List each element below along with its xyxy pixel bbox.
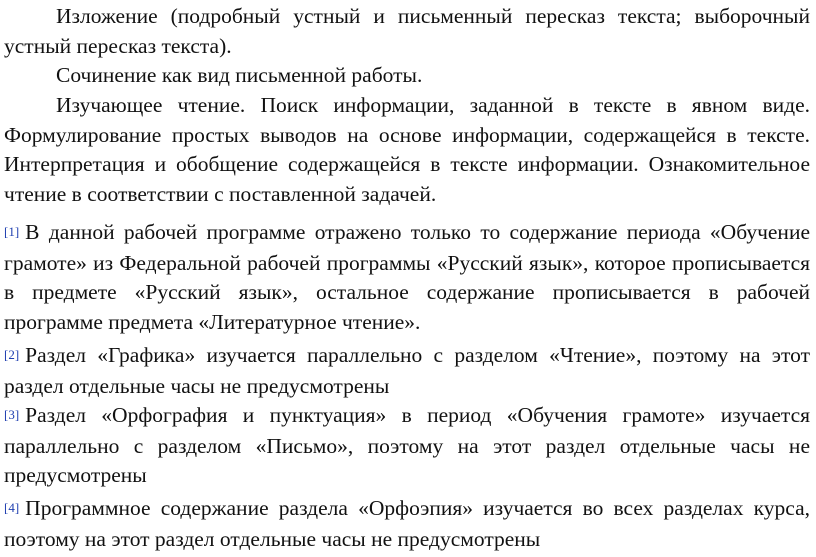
footnote-3 [4,401,810,491]
paragraph-study-reading: Изучающее чтение. Поиск информации, заданной в тексте в явном виде. Формулирование простых выводов на основе информации, содержащейся в тексте. Интерпретация и обобщение содержащейся в тексте информации. Ознакомительное чтение в соответствии с поставленной задачей. [4,93,810,206]
paragraph-composition: Сочинение как вид письменной работы. [56,63,423,87]
footnote-ref-1[interactable]: [1] [4,224,20,240]
footnote-text-2: Раздел «Графика» изучается параллельно с разделом «Чтение», поэтому на этот раздел отдельные часы не предусмотрены [4,343,810,398]
footnote-ref-2[interactable]: [2] [4,347,20,363]
paragraph-retelling: Изложение (подробный устный и письменный пересказ текста; выборочный устный пересказ текста). [4,4,810,58]
footnote-ref-4[interactable]: [4] [4,500,20,516]
footnote-2 [4,341,810,401]
footnote-1 [4,218,810,337]
footnote-text-1: В данной рабочей программе отражено только то содержание периода «Обучение грамоте» из Федеральной рабочей программы «Русский язык», которое прописывается в предмете «Русский язык», остальное содержание прописывается в рабочей программе предмета «Литературное чтение». [4,220,810,334]
footnote-4 [4,494,810,554]
footnote-text-4: Программное содержание раздела «Орфоэпия» изучается во всех разделах курса, поэтому на этот раздел отдельные часы не предусмотрены [4,496,810,551]
footnote-ref-3[interactable]: [3] [4,407,20,423]
footnote-text-3: Раздел «Орфография и пунктуация» в период «Обучения грамоте» изучается параллельно с разделом «Письмо», поэтому на этот раздел отдельные часы не предусмотрены [4,403,810,488]
